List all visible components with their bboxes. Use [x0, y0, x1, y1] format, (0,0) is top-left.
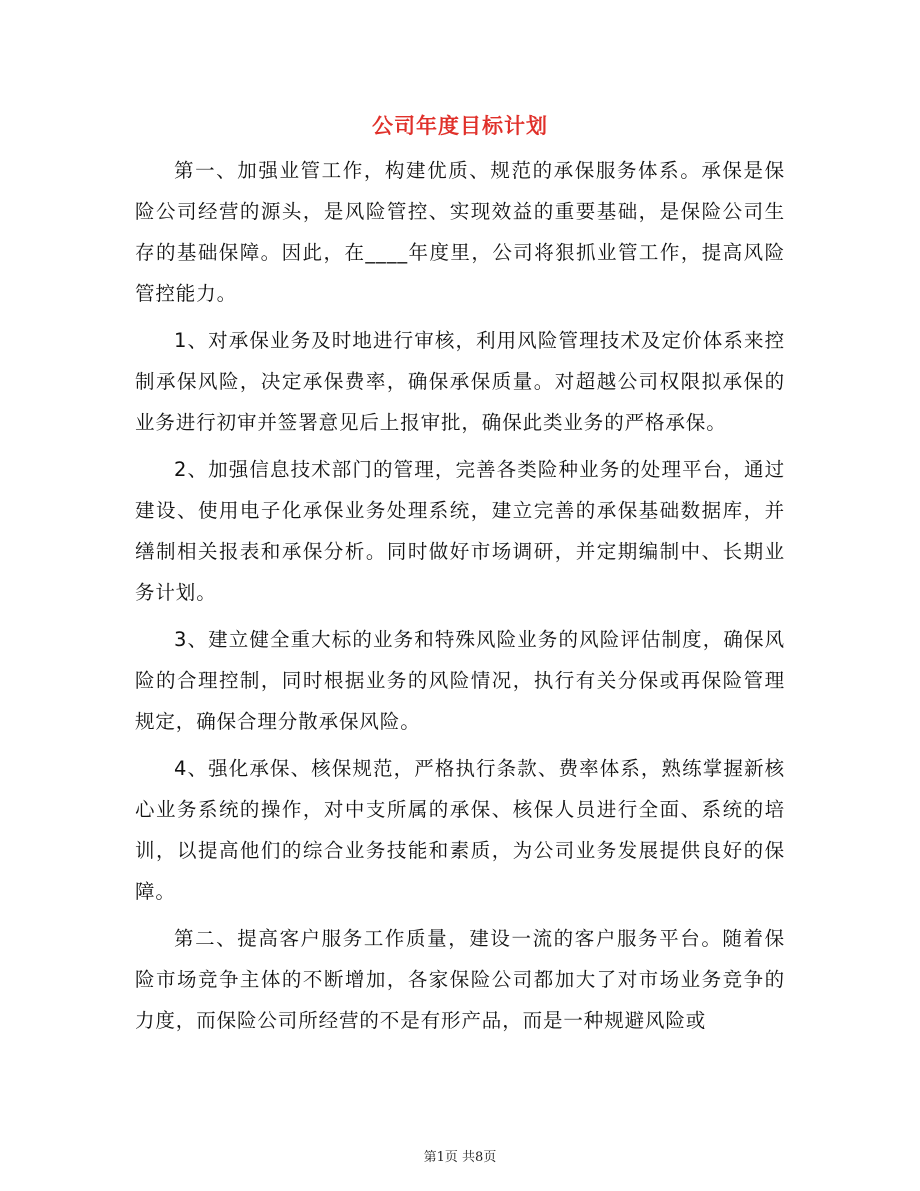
paragraph-4: 3、建立健全重大标的业务和特殊风险业务的风险评估制度，确保风险的合理控制，同时根据业务的风险情况，执行有关分保或再保险管理规定，确保合理分散承保风险。: [135, 628, 785, 733]
paragraph-1: 第一、加强业管工作，构建优质、规范的承保服务体系。承保是保险公司经营的源头，是风险管控、实现效益的重要基础，是保险公司生存的基础保障。因此，在____年度里，公司将狠抓业管工作，提高风险管控能力。: [135, 159, 785, 305]
page-number-footer: 第1页 共8页: [423, 1150, 497, 1165]
paragraph-5: 4、强化承保、核保规范，严格执行条款、费率体系，熟练掌握新核心业务系统的操作，对中支所属的承保、核保人员进行全面、系统的培训，以提高他们的综合业务技能和素质，为公司业务发展提供良好的保障。: [135, 757, 785, 903]
document-body: [135, 150, 785, 1041]
document-title: 公司年度目标计划: [372, 114, 548, 138]
paragraph-2: 1、对承保业务及时地进行审核，利用风险管理技术及定价体系来控制承保风险，决定承保费率，确保承保质量。对超越公司权限拟承保的业务进行初审并签署意见后上报审批，确保此类业务的严格承保。: [135, 329, 785, 434]
paragraph-6: 第二、提高客户服务工作质量，建设一流的客户服务平台。随着保险市场竞争主体的不断增加，各家保险公司都加大了对市场业务竞争的力度，而保险公司所经营的不是有形产品，而是一种规避风险或: [135, 927, 785, 1032]
paragraph-3: 2、加强信息技术部门的管理，完善各类险种业务的处理平台，通过建设、使用电子化承保业务处理系统，建立完善的承保基础数据库，并缮制相关报表和承保分析。同时做好市场调研，并定期编制中、长期业务计划。: [135, 458, 785, 604]
